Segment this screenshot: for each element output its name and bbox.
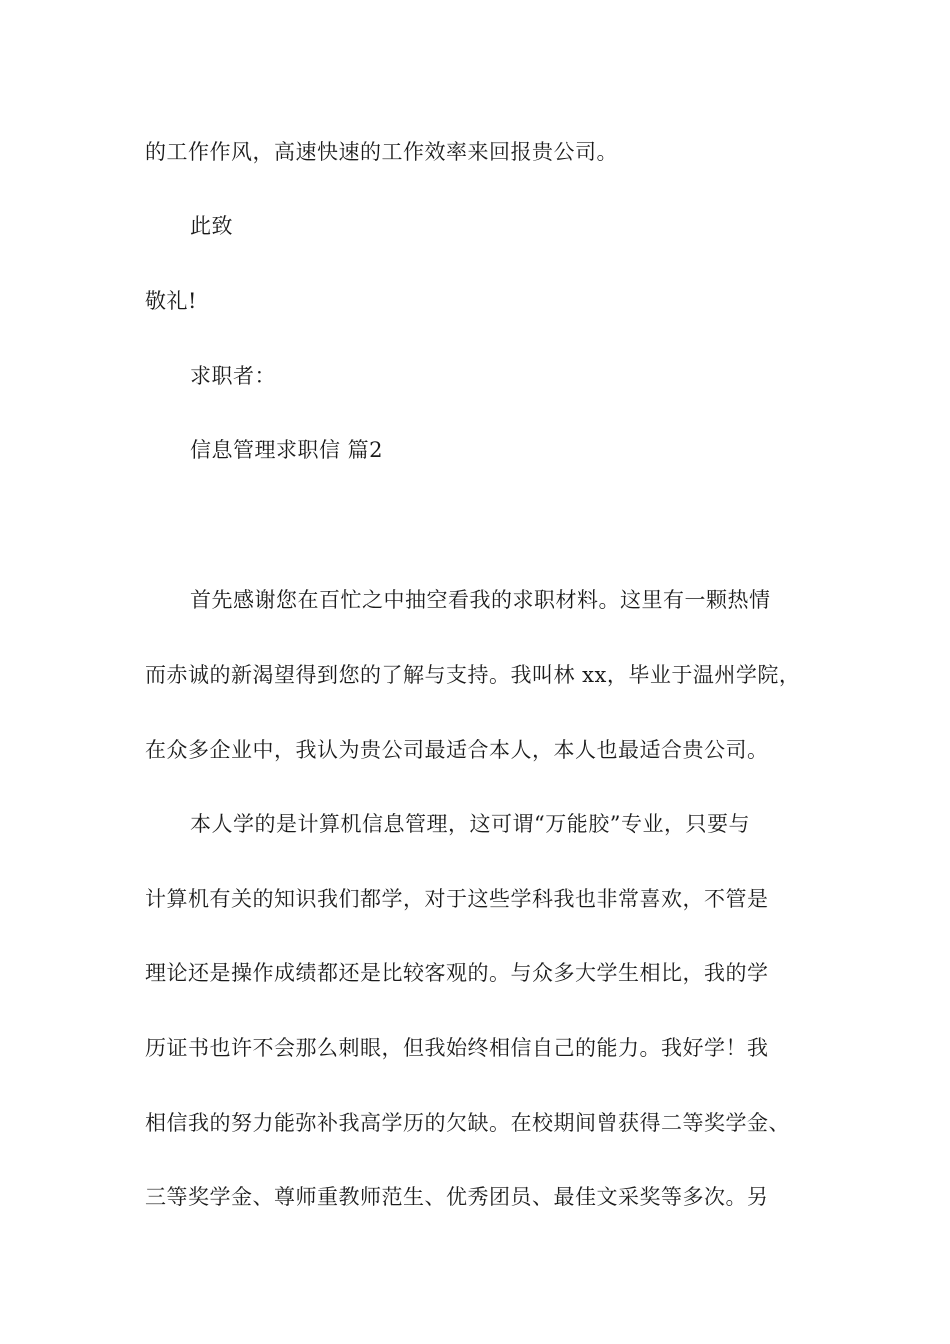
text-line-salutation: 此致 xyxy=(190,214,233,238)
text-line: 计算机有关的知识我们都学，对于这些学科我也非常喜欢，不管是 xyxy=(145,887,769,911)
text-line: 而赤诚的新渴望得到您的了解与支持。我叫林 xx，毕业于温州学院， xyxy=(145,663,801,687)
text-line: 历证书也许不会那么刺眼，但我始终相信自己的能力。我好学！我 xyxy=(145,1036,769,1060)
text-line-closing-sentence: 的工作作风，高速快速的工作效率来回报贵公司。 xyxy=(145,140,618,164)
text-line: 理论还是操作成绩都还是比较客观的。与众多大学生相比，我的学 xyxy=(145,961,769,985)
text-line-applicant: 求职者： xyxy=(190,364,276,388)
text-line: 相信我的努力能弥补我高学历的欠缺。在校期间曾获得二等奖学金、 xyxy=(145,1111,790,1135)
text-line: 三等奖学金、尊师重教师范生、优秀团员、最佳文采奖等多次。另 xyxy=(145,1185,769,1209)
text-line: 在众多企业中，我认为贵公司最适合本人，本人也最适合贵公司。 xyxy=(145,738,769,762)
text-line: 首先感谢您在百忙之中抽空看我的求职材料。这里有一颗热情 xyxy=(190,588,771,612)
section-heading: 信息管理求职信 篇2 xyxy=(190,438,384,462)
text-line-regards: 敬礼! xyxy=(145,289,197,313)
text-line: 本人学的是计算机信息管理，这可谓“万能胶”专业，只要与 xyxy=(190,812,750,836)
